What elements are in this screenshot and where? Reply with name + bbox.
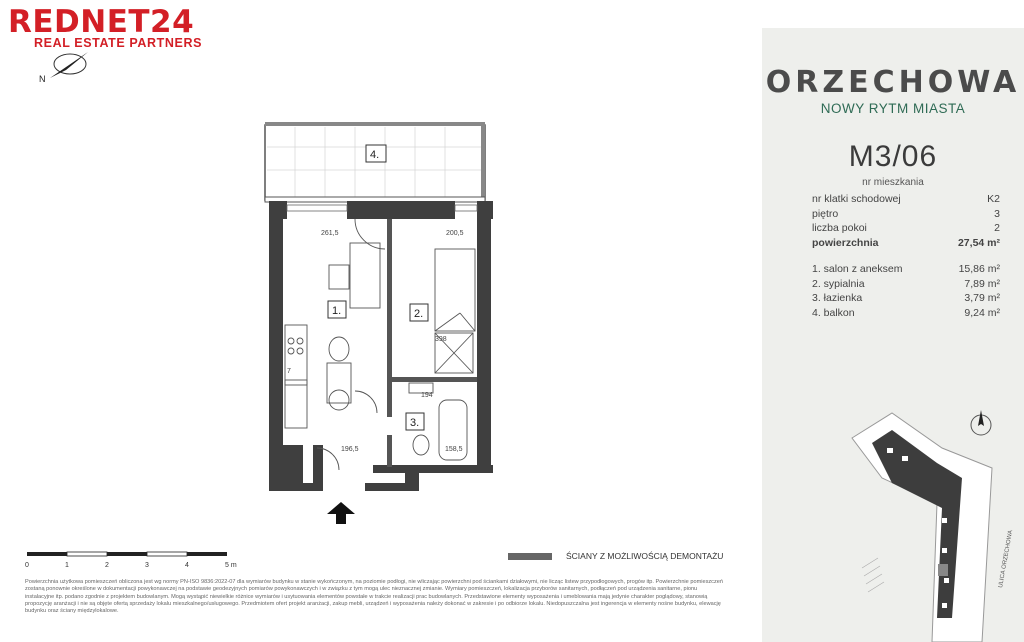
legend-swatch — [508, 553, 552, 560]
room-label-bedroom: 2. — [414, 308, 424, 320]
room-row: 1. salon z aneksem 15,86 m² — [812, 263, 1000, 275]
logo-subtitle: REAL ESTATE PARTNERS — [34, 36, 203, 50]
unit-details — [812, 192, 1000, 250]
entrance-arrow-icon — [327, 502, 355, 524]
scale-tick: 5 m — [225, 562, 237, 569]
street-label: ULICA ORZECHOWA — [998, 529, 1015, 589]
dim-hall-width: 196,5 — [341, 446, 359, 453]
unit-info-panel — [762, 28, 1024, 642]
dim-bath-width: 158,5 — [445, 446, 463, 453]
scale-tick: 0 — [25, 562, 29, 569]
dim-bath-length: 194 — [421, 392, 433, 399]
detail-row: nr klatki schodowej K2 — [812, 193, 1000, 205]
unit-number-label: nr mieszkania — [862, 177, 924, 188]
detail-row: liczba pokoi 2 — [812, 222, 1000, 234]
scale-bar — [25, 550, 245, 572]
dim-kitchen: 7 — [287, 368, 291, 375]
room-list — [812, 262, 1000, 320]
unit-number: M3/06 — [848, 140, 938, 173]
dim-bedroom-width: 200,5 — [446, 230, 464, 237]
logo-brand: REDNET24 — [8, 4, 195, 40]
rednet24-logo — [8, 6, 202, 50]
detail-row: piętro 3 — [812, 207, 1000, 220]
room-row: 2. sypialnia 7,89 m² — [812, 277, 1000, 290]
site-plan — [842, 408, 1022, 642]
footnote: Powierzchnia użytkowa pomieszczeń obliczona jest wg normy PN-ISO 9836:2022-07 dla wymiarów budynku w stanie wykończonym, na poziomie podłogi, nie wliczając powierzchni pod ściankami działowymi, nie licząc listew przypodłogowych, progów itp. Powierzchnie pomieszczeń zostaną ponownie określone w dokumentacji powykonawczej na podstawie geodezyjnych pomiarów powykonawczych i w związku z tym mogą ulec nieznacznej zmianie. Wymiary pomieszczeń, lokalizacja przyborów sanitarnych, podłączeń pod urządzenia sanitarne, pionu instalacyjne itp. podano zgodnie z projektem budowlanym. Mogą wystąpić niewielkie różnice wymiarów i usytuowania elementów powstałe w trakcie realizacji prac budowlanych. Przedstawione elementy wyposażenia i umeblowania mają jedynie charakter poglądowy, stanowią propozycję aranżacji i nie są objęte ofertą sprzedaży lokalu mieszkalnego/usługowego. Przedmiotem ofert projekt aranżacji, zakup mebli, urządzeń i wyposażenia należy dokonać w zakresie i po odbiorze lokalu. Niedopuszczalna jest ingerencja w elementy nośne budynku, elewację budynku oraz ściany międzylokalowe. — [25, 579, 723, 615]
scale-tick: 2 — [105, 562, 109, 569]
dim-bedroom-length: 398 — [435, 336, 447, 343]
detail-row-area: powierzchnia 27,54 m² — [812, 236, 1000, 249]
room-label-living: 1. — [332, 305, 342, 317]
scale-tick: 3 — [145, 562, 149, 569]
room-row: 3. łazienka 3,79 m² — [812, 292, 1000, 304]
north-label: N — [39, 74, 46, 84]
north-compass-icon — [36, 48, 96, 84]
project-brand: ORZECHOWA — [765, 65, 1021, 100]
scale-tick: 1 — [65, 562, 69, 569]
room-label-balcony: 4. — [370, 149, 380, 161]
room-label-bathroom: 3. — [410, 417, 420, 429]
dim-living-width: 261,5 — [321, 230, 339, 237]
scale-tick: 4 — [185, 562, 189, 569]
floor-plan — [255, 115, 505, 500]
site-compass-icon — [968, 408, 994, 438]
project-tagline: NOWY RYTM MIASTA — [820, 101, 966, 116]
legend — [508, 551, 723, 561]
room-row: 4. balkon 9,24 m² — [812, 306, 1000, 319]
legend-label: ŚCIANY Z MOŻLIWOŚCIĄ DEMONTAŻU — [566, 551, 724, 561]
